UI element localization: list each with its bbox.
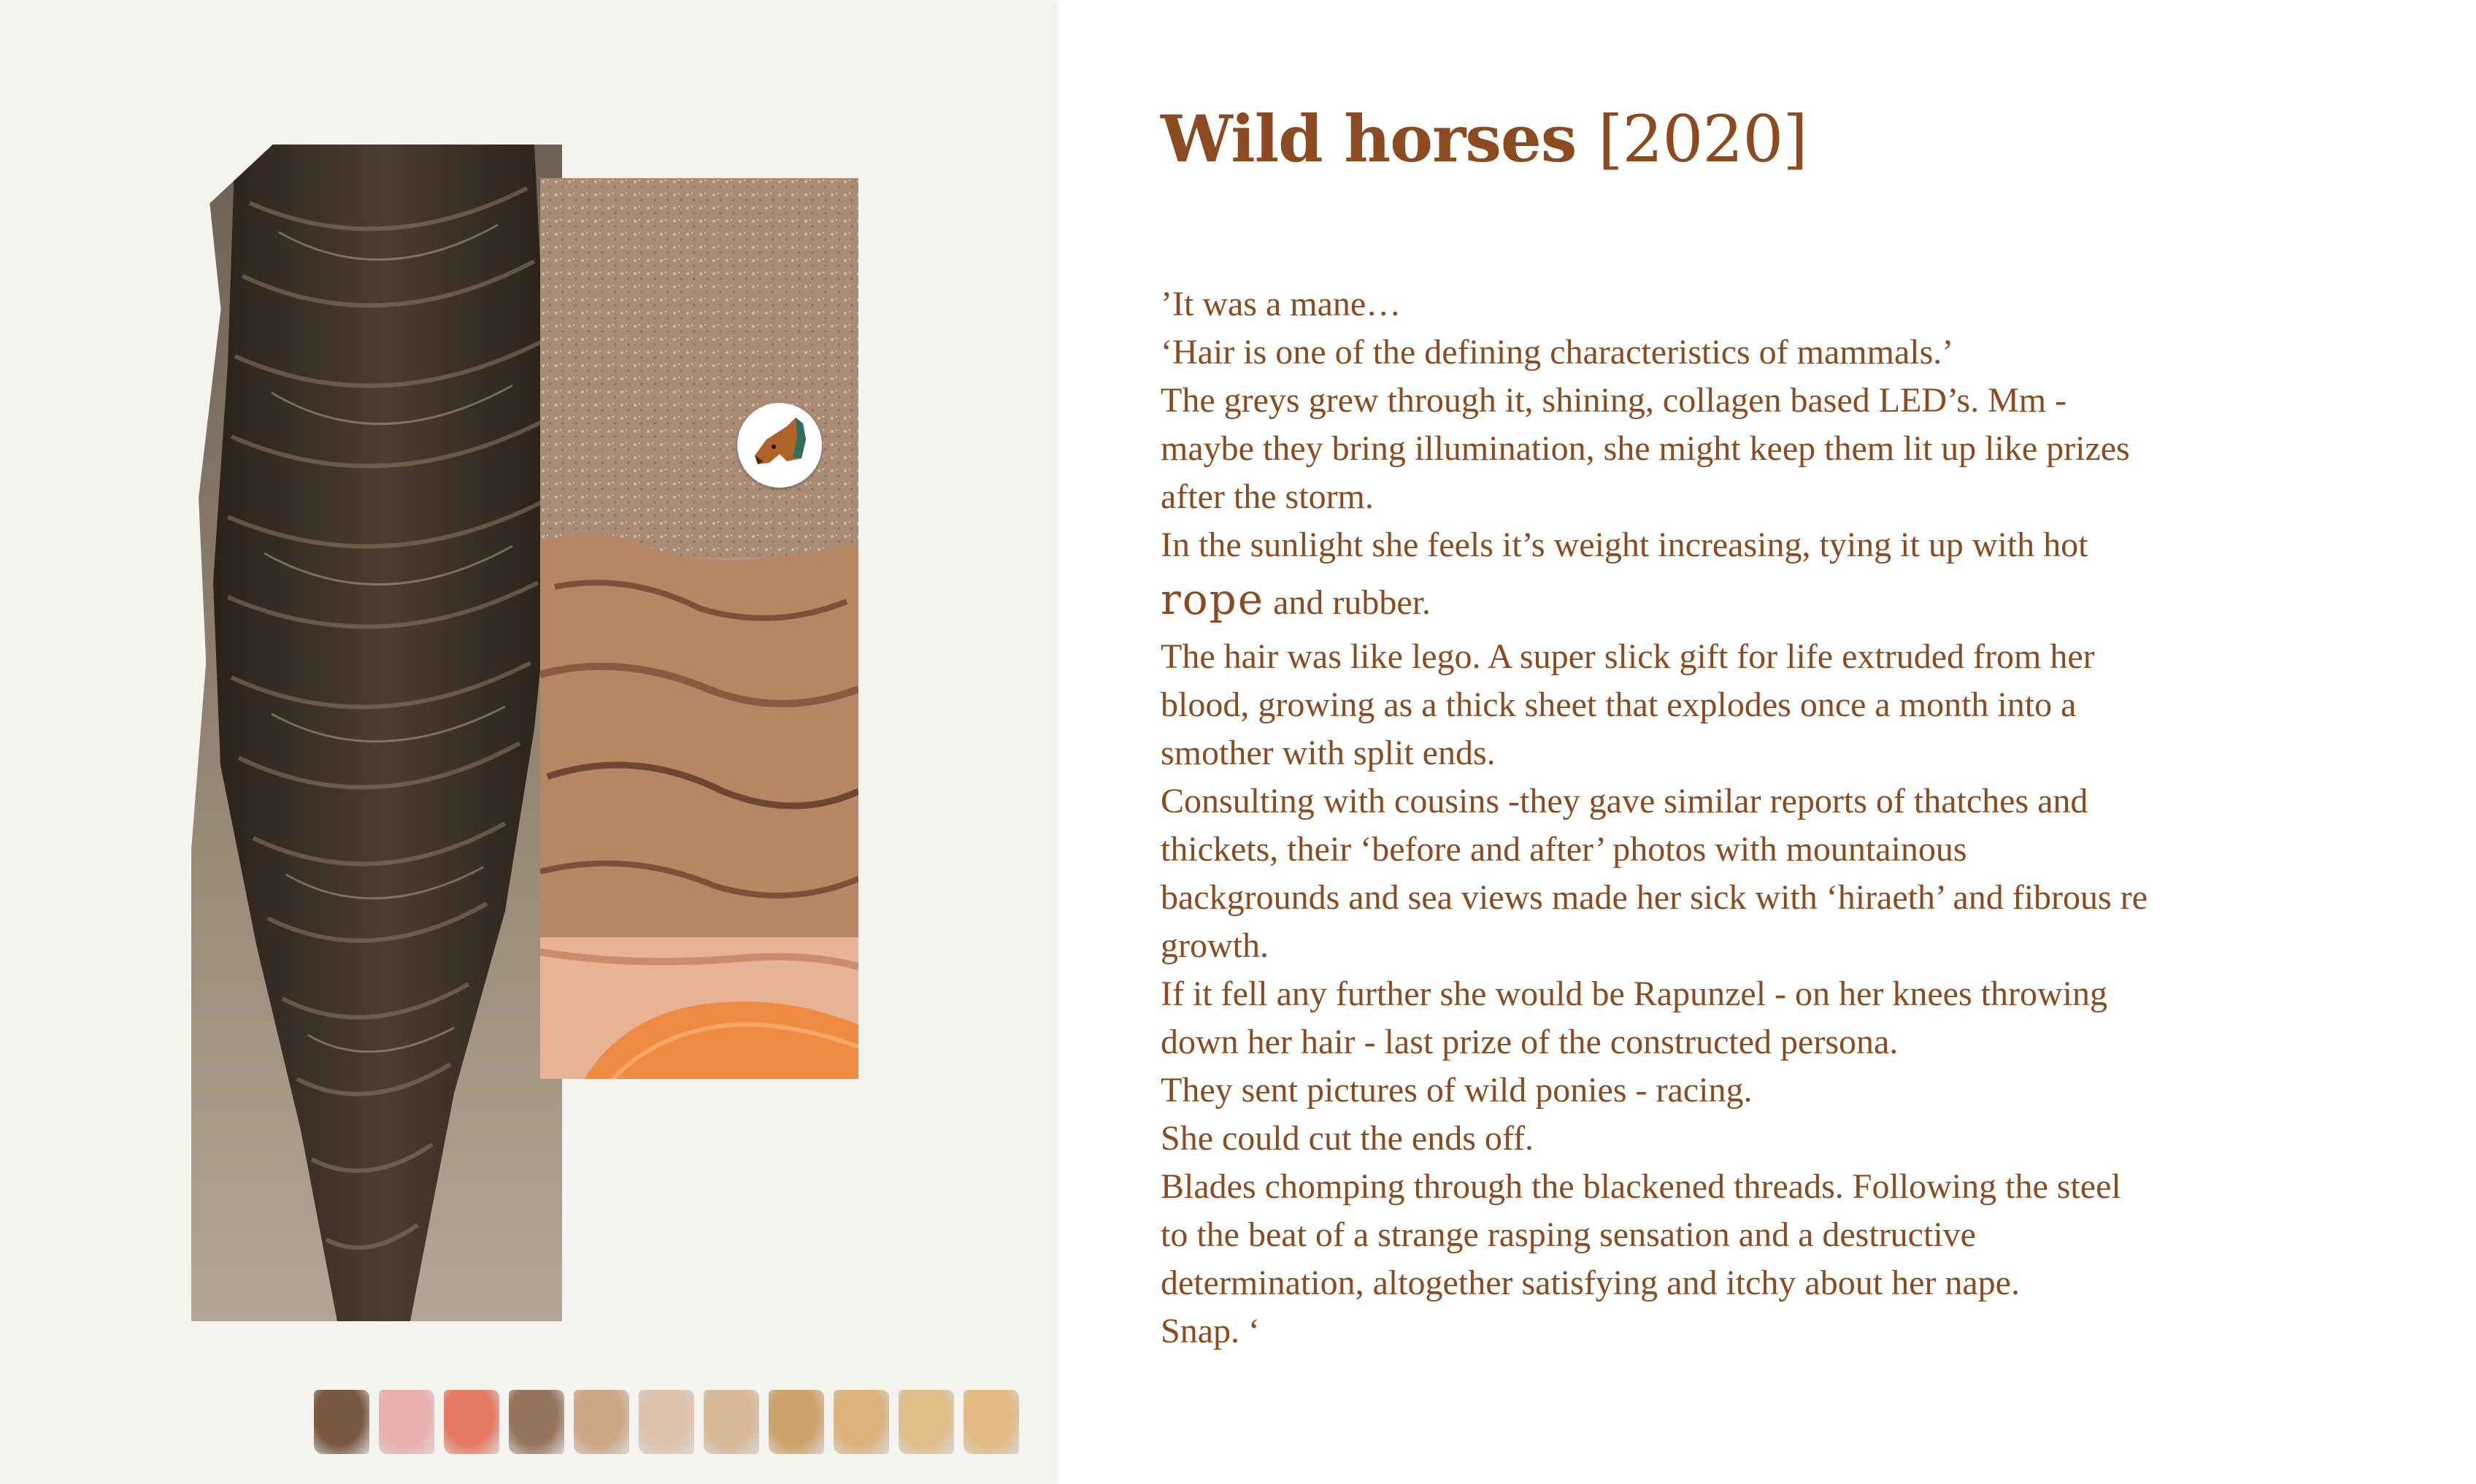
- color-swatch: [964, 1390, 1019, 1454]
- poem-line-rope: [1161, 569, 2416, 633]
- title-year: [2020]: [1598, 101, 1807, 177]
- poem-line: down her hair - last prize of the constructed persona.: [1161, 1023, 1899, 1061]
- poem-line: blood, growing as a thick sheet that explodes once a month into a: [1161, 685, 2077, 724]
- poem-line: smother with split ends.: [1161, 734, 1496, 772]
- poem-line: In the sunlight she feels it’s weight increasing, tying it up with hot: [1161, 526, 2088, 564]
- color-swatch: [769, 1390, 824, 1454]
- color-swatch: [834, 1390, 889, 1454]
- poem-line: thickets, their ‘before and after’ photos with mountainous: [1161, 830, 1967, 869]
- color-swatch: [639, 1390, 694, 1454]
- title-text: Wild horses: [1161, 101, 1577, 177]
- poem-line: to the beat of a strange rasping sensation and a destructive: [1161, 1215, 1976, 1254]
- poem-line: Snap. ‘: [1161, 1312, 1260, 1350]
- poem-line: ‘Hair is one of the defining characteristics of mammals.’: [1161, 333, 1954, 372]
- poem-line: maybe they bring illumination, she might keep them lit up like prizes: [1161, 429, 2130, 468]
- braided-hair-photo: [191, 145, 562, 1321]
- poem-line: after the storm.: [1161, 477, 1374, 516]
- poem-line: The hair was like lego. A super slick gift for life extruded from her: [1161, 637, 2095, 676]
- color-swatch: [314, 1390, 369, 1454]
- color-swatch: [899, 1390, 954, 1454]
- page-title: [1161, 101, 1807, 177]
- color-swatch: [704, 1390, 759, 1454]
- poem-line: Blades chomping through the blackened threads. Following the steel: [1161, 1167, 2121, 1206]
- poem-line: They sent pictures of wild ponies - racing.: [1161, 1071, 1753, 1110]
- poem-line: ’It was a mane…: [1161, 285, 1402, 323]
- rope-word: rope: [1161, 574, 1265, 624]
- horse-head-sticker: [737, 403, 822, 488]
- color-swatch: [379, 1390, 434, 1454]
- color-swatch: [509, 1390, 564, 1454]
- poem-line: The greys grew through it, shining, collagen based LED’s. Mm -: [1161, 381, 2067, 420]
- color-swatch-strip: [314, 1390, 1029, 1460]
- poem-text: [1161, 280, 2416, 1356]
- collage-sheet: [0, 0, 1054, 1484]
- poem-line: If it fell any further she would be Rapunzel - on her knees throwing: [1161, 974, 2107, 1013]
- color-swatch: [444, 1390, 499, 1454]
- poem-line: Consulting with cousins -they gave similar reports of thatches and: [1161, 782, 2088, 820]
- rope-rest: and rubber.: [1264, 583, 1431, 622]
- poem-line: She could cut the ends off.: [1161, 1119, 1534, 1158]
- poem-line: determination, altogether satisfying and itchy about her nape.: [1161, 1264, 2020, 1302]
- poem-line: growth.: [1161, 926, 1269, 965]
- poem-line: backgrounds and sea views made her sick with ‘hiraeth’ and fibrous re: [1161, 878, 2148, 917]
- sandstone-rock-photo: [540, 178, 858, 1079]
- color-swatch: [574, 1390, 629, 1454]
